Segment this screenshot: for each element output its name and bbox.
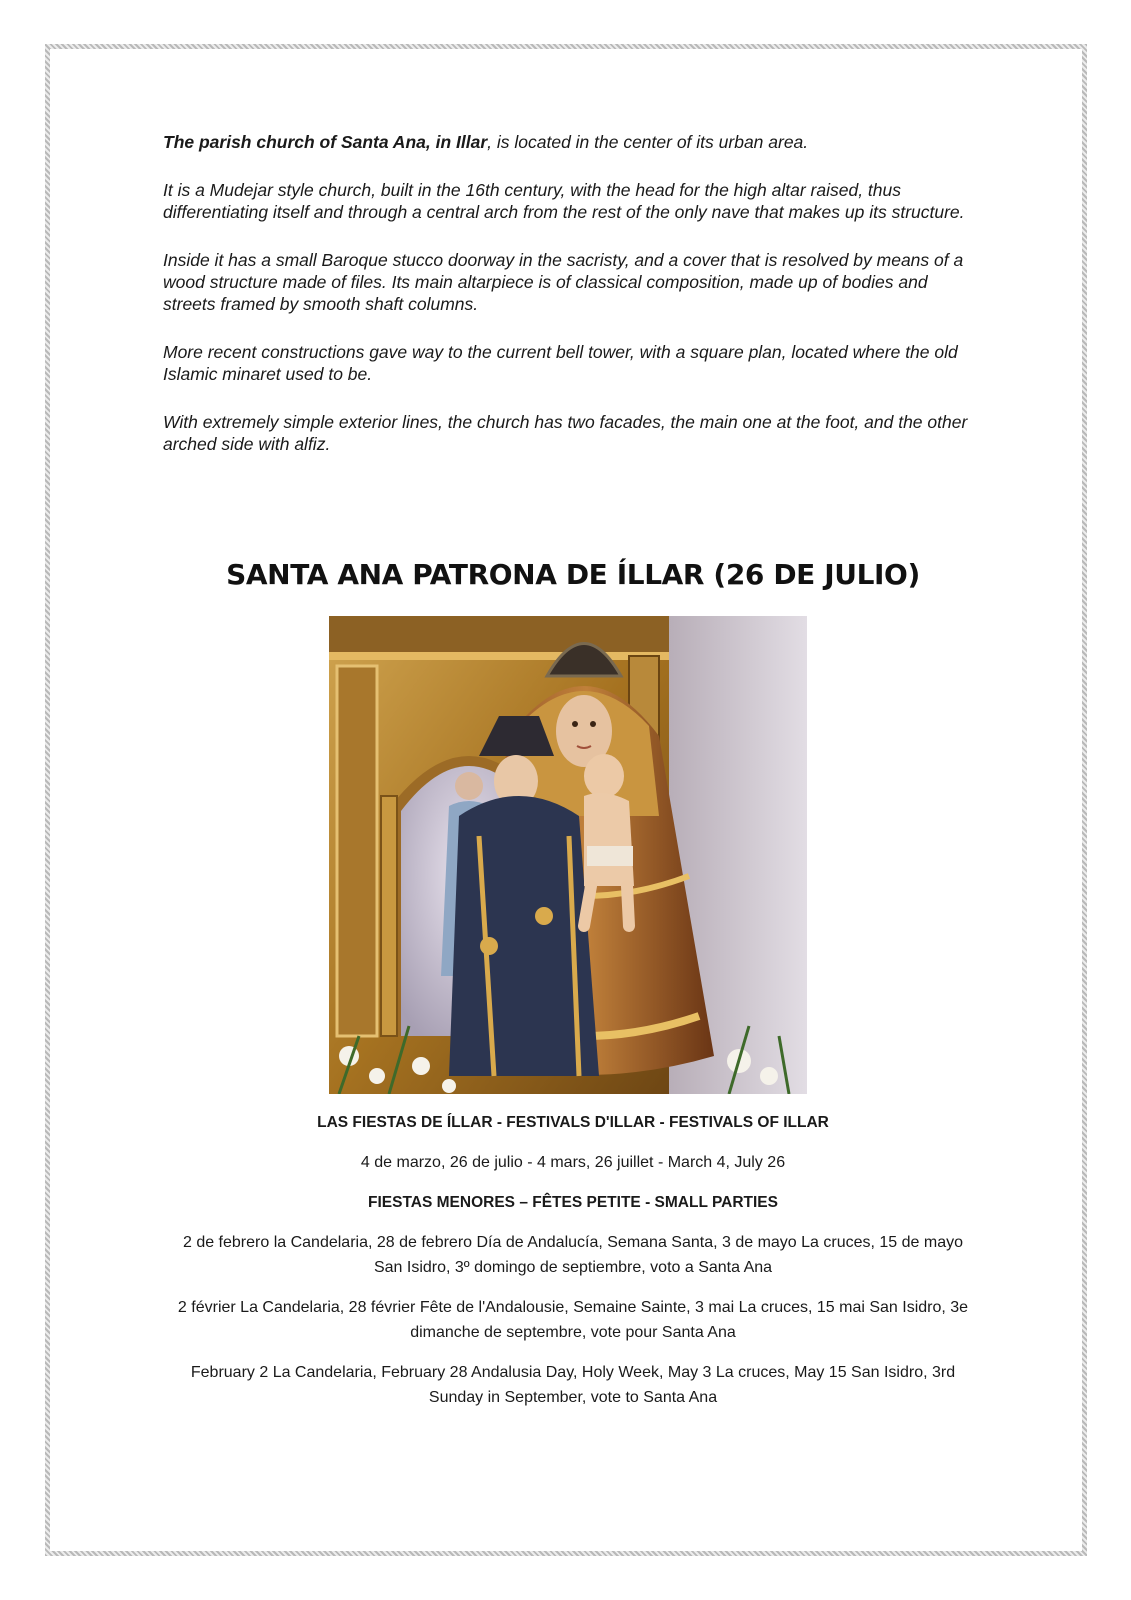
santa-ana-statue-icon <box>329 616 807 1094</box>
section-heading: SANTA ANA PATRONA DE ÍLLAR (26 DE JULIO) <box>226 558 920 591</box>
fiestas-french: 2 février La Candelaria, 28 février Fête de l'Andalousie, Semaine Sainte, 3 mai La cruces, 15 mai San Isidro, 3e dimanche de septembre, vote pour Santa Ana <box>177 1299 969 1341</box>
santa-ana-statue-photo <box>329 616 807 1094</box>
fiestas-section <box>163 1110 983 1425</box>
fiestas-dates: 4 de marzo, 26 de julio - 4 mars, 26 juillet - March 4, July 26 <box>360 1154 786 1171</box>
intro-paragraph-4: More recent constructions gave way to the current bell tower, with a square plan, located where the old Islamic minaret used to be. <box>163 342 958 384</box>
intro-paragraph-3: Inside it has a small Baroque stucco doorway in the sacristy, and a cover that is resolved by means of a wood structure made of files. Its main altarpiece is of classical composition, made up of bodies and streets framed by smooth shaft columns. <box>163 250 964 314</box>
fiestas-minor-title: FIESTAS MENORES – FÊTES PETITE - SMALL PARTIES <box>368 1194 778 1211</box>
intro-paragraph-1 <box>163 131 983 153</box>
intro-paragraph-2: It is a Mudejar style church, built in the 16th century, with the head for the high altar raised, thus differentiating itself and through a central arch from the rest of the only nave that makes up its structure. <box>163 180 965 222</box>
intro-lead-rest: , is located in the center of its urban area. <box>487 132 809 152</box>
fiestas-english: February 2 La Candelaria, February 28 Andalusia Day, Holy Week, May 3 La cruces, May 15 San Isidro, 3rd Sunday in September, vote to Santa Ana <box>190 1364 956 1406</box>
fiestas-title: LAS FIESTAS DE ÍLLAR - FESTIVALS D'ILLAR - FESTIVALS OF ILLAR <box>317 1114 829 1131</box>
intro-text <box>163 131 983 481</box>
intro-lead: The parish church of Santa Ana, in Illar <box>163 132 488 152</box>
fiestas-spanish: 2 de febrero la Candelaria, 28 de febrero Día de Andalucía, Semana Santa, 3 de mayo La cruces, 15 de mayo San Isidro, 3º domingo de septiembre, voto a Santa Ana <box>182 1234 964 1276</box>
intro-paragraph-5: With extremely simple exterior lines, the church has two facades, the main one at the foot, and the other arched side with alfiz. <box>163 412 968 454</box>
